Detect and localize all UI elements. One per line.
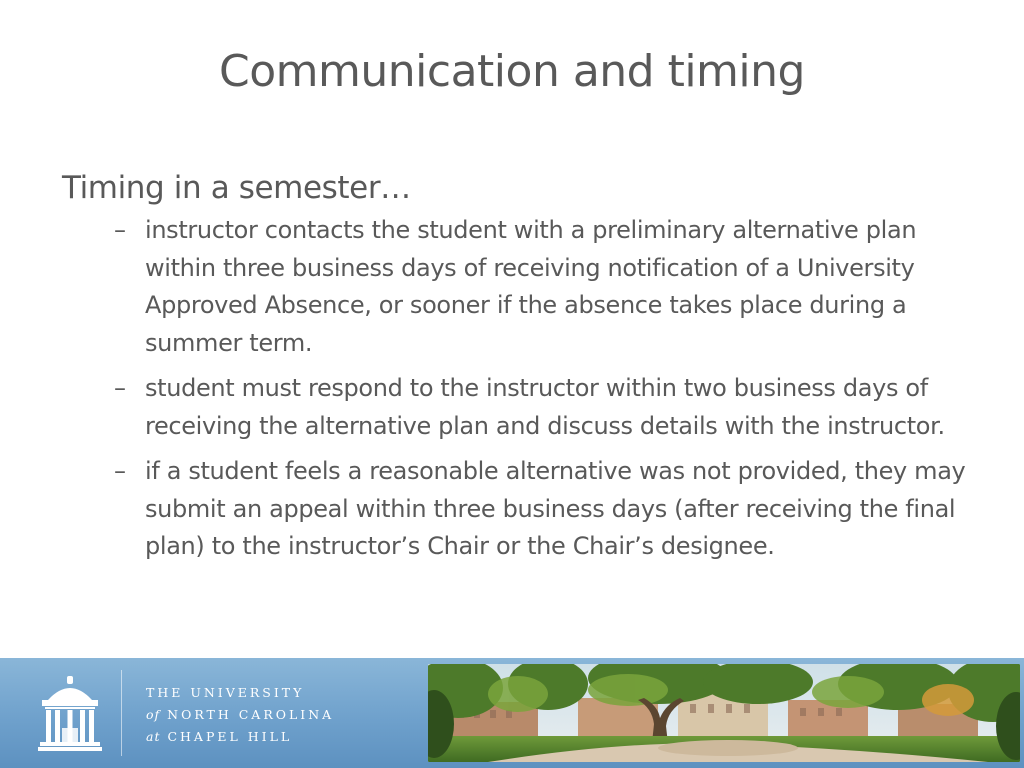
bullet-item	[62, 370, 982, 445]
campus-panorama-graphic	[428, 664, 1020, 762]
wordmark-at: at	[146, 729, 161, 744]
wordmark-state: NORTH CAROLINA	[167, 707, 335, 722]
bullet-item	[62, 212, 982, 362]
old-well-icon	[38, 674, 102, 752]
bullet-list	[62, 212, 982, 566]
dash-marker: –	[114, 457, 126, 485]
bullet-text: instructor contacts the student with a preliminary alternative plan within three business days of receiving notification of a University Approved Absence, or sooner if the absence takes place during a summer term.	[145, 216, 917, 357]
wordmark-line-1: THE UNIVERSITY	[146, 685, 305, 700]
bullet-item	[62, 453, 982, 566]
wordmark-campus: CHAPEL HILL	[167, 729, 293, 744]
university-wordmark	[146, 682, 334, 748]
campus-panorama-photo	[428, 664, 1020, 762]
slide-body	[62, 166, 982, 574]
footer-banner	[0, 658, 1024, 768]
bullet-text: student must respond to the instructor within two business days of receiving the alternative plan and discuss details with the instructor.	[145, 374, 945, 440]
wordmark-line-2	[146, 704, 334, 726]
dash-marker: –	[114, 216, 126, 244]
bullet-text: if a student feels a reasonable alternative was not provided, they may submit an appeal within three business days (after receiving the final plan) to the instructor’s Chair or the Chair’s designee.	[145, 457, 966, 560]
dash-marker: –	[114, 374, 126, 402]
wordmark-line-3	[146, 726, 334, 748]
slide-title: Communication and timing	[219, 46, 805, 97]
lead-text: Timing in a semester…	[62, 170, 411, 206]
logo-divider	[121, 670, 122, 756]
wordmark-of: of	[146, 707, 161, 722]
